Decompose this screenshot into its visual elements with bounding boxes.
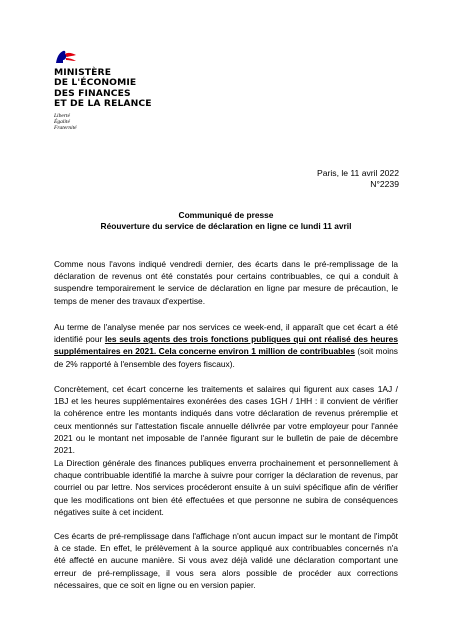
motto-liberte: Liberté [54, 112, 70, 119]
paragraph-2-text: Au terme de l'analyse menée par nos services ce week-end, il apparaît que cet écart a été identifié pour [54, 322, 398, 345]
paragraph-2 [54, 321, 398, 370]
ministry-name-line: MINISTÈRE [54, 67, 112, 78]
ministry-name-line: DE L'ÉCONOMIE [54, 77, 137, 89]
paragraph-5: Ces écarts de pré-remplissage dans l'affichage n'ont aucun impact sur le montant de l'impôt à ce stade. En effet, le prélèvement à la source appliqué aux contribuables concernés n'a été affecté en aucune manière. Si vous avez déjà validé une déclaration comportant une erreur de pré-remplissage, il vous sera alors possible de procéder aux corrections nécessaires, que ce soit en ligne ou en version papier. [54, 531, 398, 590]
ministry-name-line: ET DE LA RELANCE [54, 98, 152, 110]
motto-egalite: Égalité [54, 118, 70, 125]
paragraph-2-highlight: les seuls agents des trois fonctions publiques qui ont réalisé des heures supplémentaires en 2021. Cela concerne environ 1 million de contribuables [54, 334, 398, 357]
paragraph-1: Comme nous l'avons indiqué vendredi dernier, des écarts dans le pré-remplissage de la déclaration de revenus ont été constatés pour certains contribuables, ce qui a conduit à suspendre temporairement le service de déclaration en ligne par mesure de précaution, le temps de mener des travaux d'expertise. [54, 259, 398, 306]
ministry-logo [54, 48, 174, 131]
paragraph-2-text-end: (soit moins de 2% rapporté à l'ensemble des foyers fiscaux). [54, 346, 398, 369]
ministry-name-line: DES FINANCES [54, 87, 131, 99]
marianne-emblem-icon [54, 48, 78, 64]
republic-motto [54, 113, 174, 132]
document-type: Communiqué de presse [178, 210, 274, 220]
reference-number: N°2239 [370, 179, 399, 190]
document-title: Réouverture du service de déclaration en ligne ce lundi 11 avril [100, 221, 352, 231]
ministry-name [54, 68, 174, 110]
press-release-heading [0, 210, 452, 232]
motto-fraternite: Fraternité [54, 125, 77, 132]
place-date: Paris, le 11 avril 2022 [316, 168, 399, 178]
paragraph-4: La Direction générale des finances publiques enverra prochainement et personnellement à chaque contribuable identifié la marche à suivre pour corriger la déclaration de revenus, par courriel ou par lettre. Nos services procéderont ensuite à un suivi spécifique afin de vérifier que les modifications ont bien été effectuées et que personne ne subira de conséquences négatives suite à cet incident. [54, 458, 398, 517]
date-and-reference [317, 168, 399, 190]
paragraph-3: Concrètement, cet écart concerne les traitements et salaires qui figurent aux cases 1AJ / 1BJ et les heures supplémentaires exonérées des cases 1GH / 1HH : il convient de vérifier la cohérence entre les montants indiqués dans votre déclaration de revenus préremplie et ceux mentionnés sur l'attestation fiscale annuelle délivrée par votre employeur pour l'année 2021 ou le montant net imposable de l'année figurant sur le bulletin de paie de décembre 2021. [54, 384, 398, 456]
